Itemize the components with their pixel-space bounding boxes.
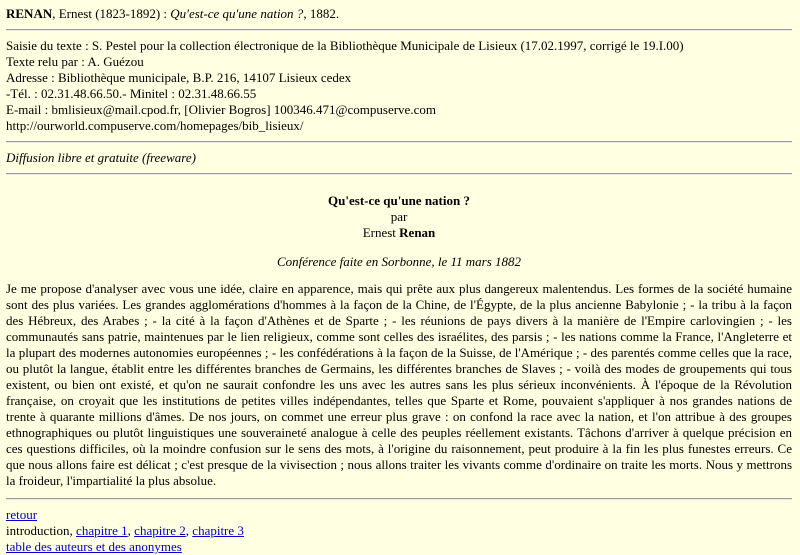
back-link[interactable]: retour [6,507,38,522]
credit-line: http://ourworld.compuserve.com/homepages/bib_lisieux/ [6,118,304,133]
work-year: , 1882. [303,6,340,21]
work-title: Qu'est-ce qu'une nation ? [170,6,304,21]
credit-line: Adresse : Bibliothèque municipale, B.P. 216, 14107 Lisieux cedex [6,70,352,85]
divider [6,29,792,31]
divider [6,173,792,175]
separator: , [127,523,135,538]
author-surname: RENAN [6,6,53,21]
author-last-name: Renan [399,225,436,240]
chapter-3-link[interactable]: chapitre 3 [192,523,244,538]
body-paragraph: Je me propose d'analyser avec vous une idée, claire en apparence, mais qui prête aux plus dangereux malentendus. Les formes de la société humaine sont des plus variées. Les grandes agglomérations d'hommes à la façon de la Chine, de l'Égypte, de la plus ancienne Babylonie ; - la tribu à la façon des Hébreux, des Arabes ; - la cité à la façon d'Athènes et de Sparte ; - les réunions de pays divers à la manière de l'Empire carlovingien ; - les communautés sans patrie, maintenues par le lien religieux, comme sont celles des israélites, des parsis ; - les nations comme la France, l'Angleterre et la plupart des modernes autonomies européennes ; - les confédérations à la façon de la Suisse, de l'Amérique ; - des parentés comme celles que la race, ou plutôt la langue, établit entre les différentes branches de Germains, les différentes branches de Slaves ; - voilà des modes de groupements qui tous existent, ou bien ont existé, et qu'on ne saurait confondre les uns avec les autres sans les plus sérieux inconvénients. À l'époque de la Révolution française, on croyait que les institutions de petites villes indépendantes, telles que Sparte et Rome, pouvaient s'appliquer à nos grandes nations de trente à quarante millions d'âmes. De nos jours, on commet une erreur plus grave : on confond la race avec la nation, et l'on attribue à des groupes ethnographiques ou plutôt linguistiques une souveraineté analogue à celle des peuples réellement existants. Tâchons d'arriver à quelque précision en ces questions difficiles, où la moindre confusion sur le sens des mots, à l'origine du raisonnement, peut produire à la fin les plus funestes erreurs. Ce que nous allons faire est délicat ; c'est presque de la vivisection ; nous allons traiter les vivants comme d'ordinaire on traite les morts. Nous y mettrons la froideur, l'impartialité la plus absolue. [6,281,792,488]
authors-index-link[interactable]: table des auteurs et des anonymes [6,539,182,554]
spacer [6,182,792,193]
divider [6,141,792,143]
credits-block [6,38,792,134]
lecture-subtitle: Conférence faite en Sorbonne, le 11 mars 1882 [276,254,522,269]
divider [6,498,792,500]
separator: , [185,523,193,538]
work-heading: Qu'est-ce qu'une nation ? [328,193,470,208]
chapter-1-link[interactable]: chapitre 1 [76,523,128,538]
chapter-2-link[interactable]: chapitre 2 [134,523,186,538]
credit-line: Texte relu par : A. Guézou [6,54,144,69]
credit-line: Saisie du texte : S. Pestel pour la collection électronique de la Bibliothèque Municipale de Lisieux (17.02.1997, corrigé le 19.I.00) [6,38,684,53]
author-details: , Ernest (1823-1892) : [52,6,171,21]
author-first-name: Ernest [362,225,400,240]
by-label: par [390,209,408,224]
author-byline [6,225,792,241]
document-header [6,6,792,22]
credit-line: -Tél. : 02.31.48.66.50.- Minitel : 02.31.48.66.55 [6,86,257,101]
license-note: Diffusion libre et gratuite (freeware) [6,150,196,165]
credit-line: E-mail : bmlisieux@mail.cpod.fr, [Olivier Bogros] 100346.471@compuserve.com [6,102,436,117]
footer-nav [6,507,792,555]
introduction-label: introduction, [6,523,77,538]
